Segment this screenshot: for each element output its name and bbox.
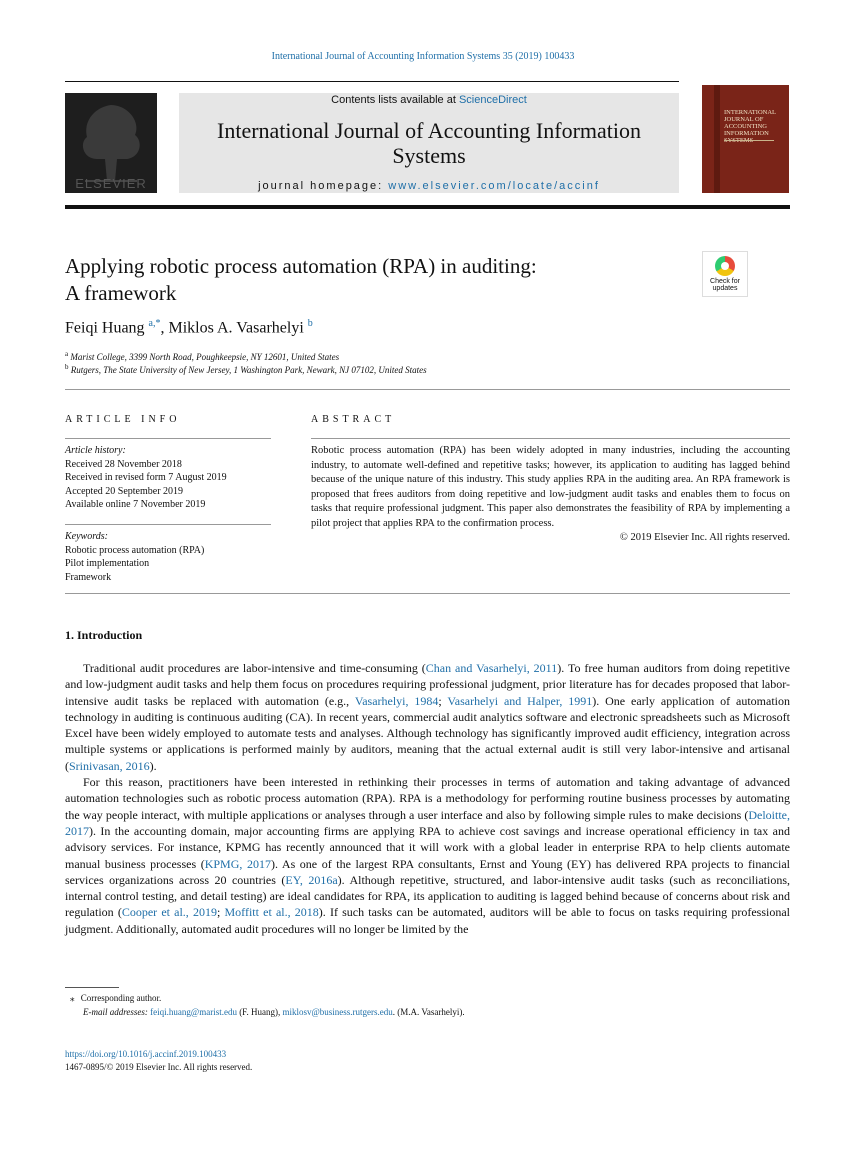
- cover-spine: [714, 85, 720, 193]
- homepage-link[interactable]: www.elsevier.com/locate/accinf: [388, 180, 600, 192]
- journal-cover-image: [702, 85, 789, 193]
- crossmark-icon: [715, 256, 735, 276]
- history-online: Available online 7 November 2019: [65, 499, 206, 510]
- contents-prefix: Contents lists available at: [331, 94, 459, 106]
- history-revised: Received in revised form 7 August 2019: [65, 472, 227, 483]
- paragraph: [65, 660, 790, 774]
- article-title: [65, 253, 685, 307]
- elsevier-logo: [65, 93, 157, 193]
- author-list: [65, 318, 313, 337]
- journal-title: International Journal of Accounting Information Systems: [217, 118, 641, 168]
- keyword-item: Robotic process automation (RPA): [65, 544, 205, 556]
- contents-line: [179, 94, 679, 106]
- publisher-wordmark: ELSEVIER: [75, 176, 147, 191]
- issn-copyright: 1467-0895/© 2019 Elsevier Inc. All rights reserved.: [65, 1062, 253, 1072]
- paragraph-text: ;: [438, 693, 448, 708]
- sciencedirect-link[interactable]: ScienceDirect: [458, 94, 527, 106]
- footnote-corresponding: [65, 993, 161, 1004]
- paragraph-text: ;: [216, 905, 225, 920]
- keywords-rule: [65, 524, 271, 525]
- abstract-copyright: © 2019 Elsevier Inc. All rights reserved.: [619, 532, 790, 543]
- paragraph-text: ).: [149, 758, 157, 773]
- title-line-1: Applying robotic process automation (RPA) in auditing:: [65, 254, 537, 278]
- affiliation-b-text: Rutgers, The State University of New Jersey, 1 Washington Park, Newark, NJ 07102, United States: [70, 365, 427, 375]
- author-2: Miklos A. Vasarhelyi: [168, 319, 304, 337]
- affiliation-a-text: Marist College, 3399 North Road, Poughkeepsie, NY 12601, United States: [70, 352, 340, 362]
- header-top-rule: [65, 81, 679, 82]
- author-separator: ,: [160, 319, 169, 337]
- section-heading: 1. Introduction: [65, 628, 143, 642]
- citation-link[interactable]: Deloitte, 2017: [65, 807, 790, 838]
- title-line-2: A framework: [65, 281, 177, 305]
- paragraph-text: ). In the accounting domain, major accounting firms are applying RPA to achieve cost savings and increase operational efficiency in tax and advisory services. For instance, KPMG has recently announced that it will work with a global leader in enterprise RPA to help clients automate manual business processes (: [65, 823, 790, 871]
- paragraph-text: For this reason, practitioners have been interested in rethinking their processes in terms of automation and taking advantage of advanced automation technologies such as robotic process automation (RPA). RPA is a methodology for performing routine business processes by automating the way people interact, with multiple applications or analyses through a user interface and also by following simple rules to make decisions (: [65, 775, 790, 822]
- email-link-huang[interactable]: feiqi.huang@marist.edu: [150, 1007, 237, 1017]
- keyword-item: Pilot implementation: [65, 558, 150, 569]
- section-rule-bottom: [65, 593, 790, 594]
- author-1: Feiqi Huang: [65, 319, 145, 337]
- footnote-star: ⁎: [70, 993, 75, 1003]
- keyword-item: Framework: [65, 571, 112, 583]
- abstract-heading: ABSTRACT: [311, 414, 396, 425]
- citation-link[interactable]: EY, 2016a: [285, 872, 338, 887]
- history-received: Received 28 November 2018: [65, 458, 182, 470]
- author-2-affil[interactable]: b: [307, 318, 313, 329]
- abstract-body: [311, 444, 790, 546]
- citation-link[interactable]: Chan and Vasarhelyi, 2011: [425, 661, 558, 675]
- paragraph-text: ). One early application of automation technology in auditing is continuous auditing (CA). In recent years, commercial audit analytics software and electronic spreadsheets such as Microsoft Excel have been widely employed to automate tests and analyses. Although technology has significantly improved audit efficiency, integration across multiple systems or applications is performed mainly by auditors, meaning that the actual external audit is still very labor-intensive and artisanal (: [65, 693, 790, 773]
- article-info-rule: [65, 438, 271, 439]
- history-accepted: Accepted 20 September 2019: [65, 485, 184, 497]
- citation-link[interactable]: Cooper et al., 2019: [121, 905, 217, 920]
- email-label: E-mail addresses:: [83, 1007, 151, 1017]
- cover-divider: [724, 140, 774, 141]
- section-rule-top: [65, 389, 790, 390]
- citation-link[interactable]: Srinivasan, 2016: [69, 758, 150, 773]
- email-link-vasarhelyi[interactable]: miklosv@business.rutgers.edu: [282, 1007, 393, 1017]
- journal-citation-link[interactable]: International Journal of Accounting Information Systems 35 (2019) 100433: [271, 51, 575, 62]
- author-1-affil[interactable]: a,*: [148, 318, 161, 329]
- affiliation-a-marker: a: [65, 350, 69, 358]
- keywords-label: Keywords:: [65, 531, 108, 542]
- article-info-heading: ARTICLE INFO: [65, 414, 181, 425]
- citation-link[interactable]: Moffitt et al., 2018: [224, 905, 319, 920]
- body-text: [65, 660, 790, 937]
- abstract-text: Robotic process automation (RPA) has been widely adopted in many industries, including the accounting industry, to automate well-defined and repetitive tasks; however, its application to auditing has lagged behind because of the unique nature of this industry. This study applies RPA in the auditing area. An RPA framework is proposed that frees auditors from doing repetitive and low-judgment audit tasks and enables them to focus on tasks that require professional judgment. This paper also demonstrates the feasibility of RPA by implementing a pilot project that applies RPA to the confirmation process.: [311, 445, 790, 529]
- email-name-vasarhelyi: . (M.A. Vasarhelyi).: [392, 1007, 465, 1017]
- citation-link[interactable]: Vasarhelyi and Halper, 1991: [447, 693, 593, 708]
- affiliation-b-marker: b: [65, 363, 69, 371]
- history-label: Article history:: [65, 445, 126, 456]
- header-thick-rule: [65, 205, 790, 209]
- corresponding-text: Corresponding author.: [80, 993, 162, 1003]
- paragraph-text: ). If such tasks can be automated, auditors will be able to focus on tasks requiring professional judgment. Additionally, automated audit procedures will no longer be limited by the: [65, 905, 790, 936]
- abstract-rule: [311, 438, 790, 439]
- affiliation-a: [65, 350, 339, 362]
- footnote-emails: [83, 1007, 465, 1017]
- email-name-huang: (F. Huang),: [236, 1007, 283, 1017]
- journal-homepage: [179, 180, 679, 192]
- paragraph-text: Traditional audit procedures are labor-intensive and time-consuming (: [83, 661, 426, 675]
- cover-title: INTERNATIONAL JOURNAL OF ACCOUNTING INFORMATION: [724, 109, 776, 137]
- article-history: [65, 444, 275, 512]
- affiliation-b: [65, 363, 427, 375]
- homepage-prefix: journal homepage:: [258, 180, 389, 192]
- citation-link[interactable]: Vasarhelyi, 1984: [354, 693, 439, 708]
- paragraph-text: ). As one of the largest RPA consultants, Ernst and Young (EY) has delivered RPA projects to financial services organizations across 20 countries (: [65, 856, 790, 887]
- footnote-rule: [65, 987, 119, 988]
- paragraph: [65, 774, 790, 937]
- paragraph-text: ). To free human auditors from doing repetitive and low-judgment audit tasks and help them focus on procedures requiring professional judgment, prior literature has for decades proposed that labor-intensive audit tasks be replaced with automation (e.g.,: [65, 661, 790, 708]
- doi-link[interactable]: https://doi.org/10.1016/j.accinf.2019.100433: [65, 1049, 227, 1059]
- check-for-updates-badge[interactable]: [702, 251, 748, 297]
- citation-link[interactable]: KPMG, 2017: [204, 856, 271, 871]
- keywords: [65, 530, 275, 584]
- paragraph-text: ). Although repetitive, structured, and labor-intensive audit tasks (such as reconciliations, internal control testing, and detail testing) are ideal candidates for RPA, its application to auditing is lagged behind because of concerns about risk and regulation (: [65, 872, 790, 920]
- check-updates-label: Check for updates: [710, 278, 740, 292]
